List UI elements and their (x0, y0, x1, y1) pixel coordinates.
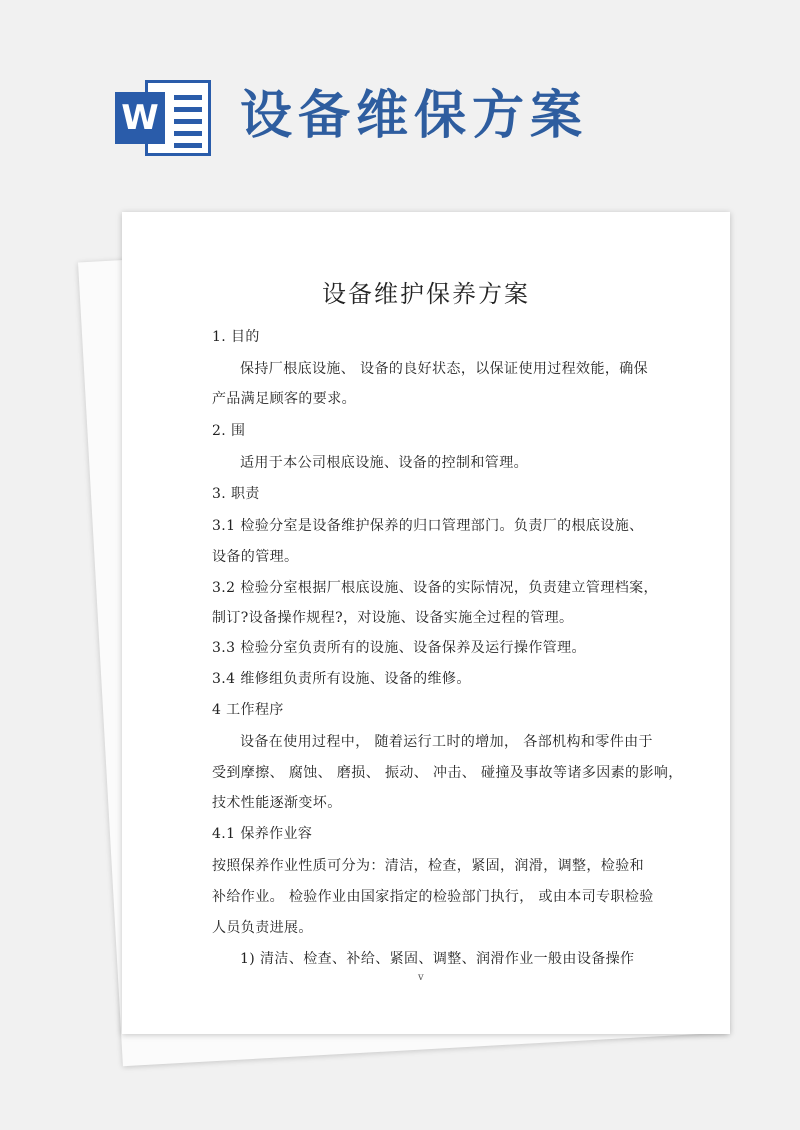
paragraph-line: 制订?设备操作规程?，对设施、设备实施全过程的管理。 (212, 610, 574, 626)
paragraph-line: 受到摩擦、 腐蚀、 磨损、 振动、 冲击、 碰撞及事故等诸多因素的影响， (212, 765, 683, 781)
section-heading: 1. 目的 (212, 329, 260, 345)
page-marker: v (418, 972, 424, 983)
paragraph-line: 补给作业。 检验作业由国家指定的检验部门执行， 或由本司专职检验 (212, 889, 654, 905)
paragraph-line: 3.2 检验分室根据厂根底设施、设备的实际情况，负责建立管理档案， (212, 580, 658, 596)
document-page (122, 212, 730, 1034)
paragraph-line: 1) 清洁、检查、补给、紧固、调整、润滑作业一般由设备操作 (240, 951, 635, 967)
paragraph-line: 适用于本公司根底设施、设备的控制和管理。 (240, 455, 528, 471)
paragraph-line: 设备在使用过程中， 随着运行工时的增加， 各部机构和零件由于 (240, 734, 653, 750)
paragraph-line: 设备的管理。 (212, 549, 299, 565)
banner-title: 设备维保方案 (240, 86, 589, 146)
section-heading: 3. 职责 (212, 486, 260, 502)
paragraph-line: 3.4 维修组负责所有设施、设备的维修。 (212, 671, 471, 687)
paragraph-line: 人员负责进展。 (212, 920, 313, 936)
word-letter-badge: W (115, 92, 165, 144)
section-heading: 4.1 保养作业容 (212, 826, 313, 842)
paragraph-line: 3.1 检验分室是设备维护保养的归口管理部门。负责厂的根底设施、 (212, 518, 644, 534)
word-icon (115, 78, 215, 158)
section-heading: 4 工作程序 (212, 702, 284, 718)
paragraph-line: 3.3 检验分室负责所有的设施、设备保养及运行操作管理。 (212, 640, 586, 656)
document-title: 设备维护保养方案 (322, 280, 530, 308)
paragraph-line: 技术性能逐渐变坏。 (212, 795, 342, 811)
paragraph-line: 按照保养作业性质可分为：清洁，检查，紧固，润滑，调整，检验和 (212, 858, 644, 874)
header-banner (0, 0, 800, 200)
paragraph-line: 产品满足顾客的要求。 (212, 391, 356, 407)
paragraph-line: 保持厂根底设施、 设备的良好状态，以保证使用过程效能，确保 (240, 361, 649, 377)
section-heading: 2. 围 (212, 423, 246, 439)
